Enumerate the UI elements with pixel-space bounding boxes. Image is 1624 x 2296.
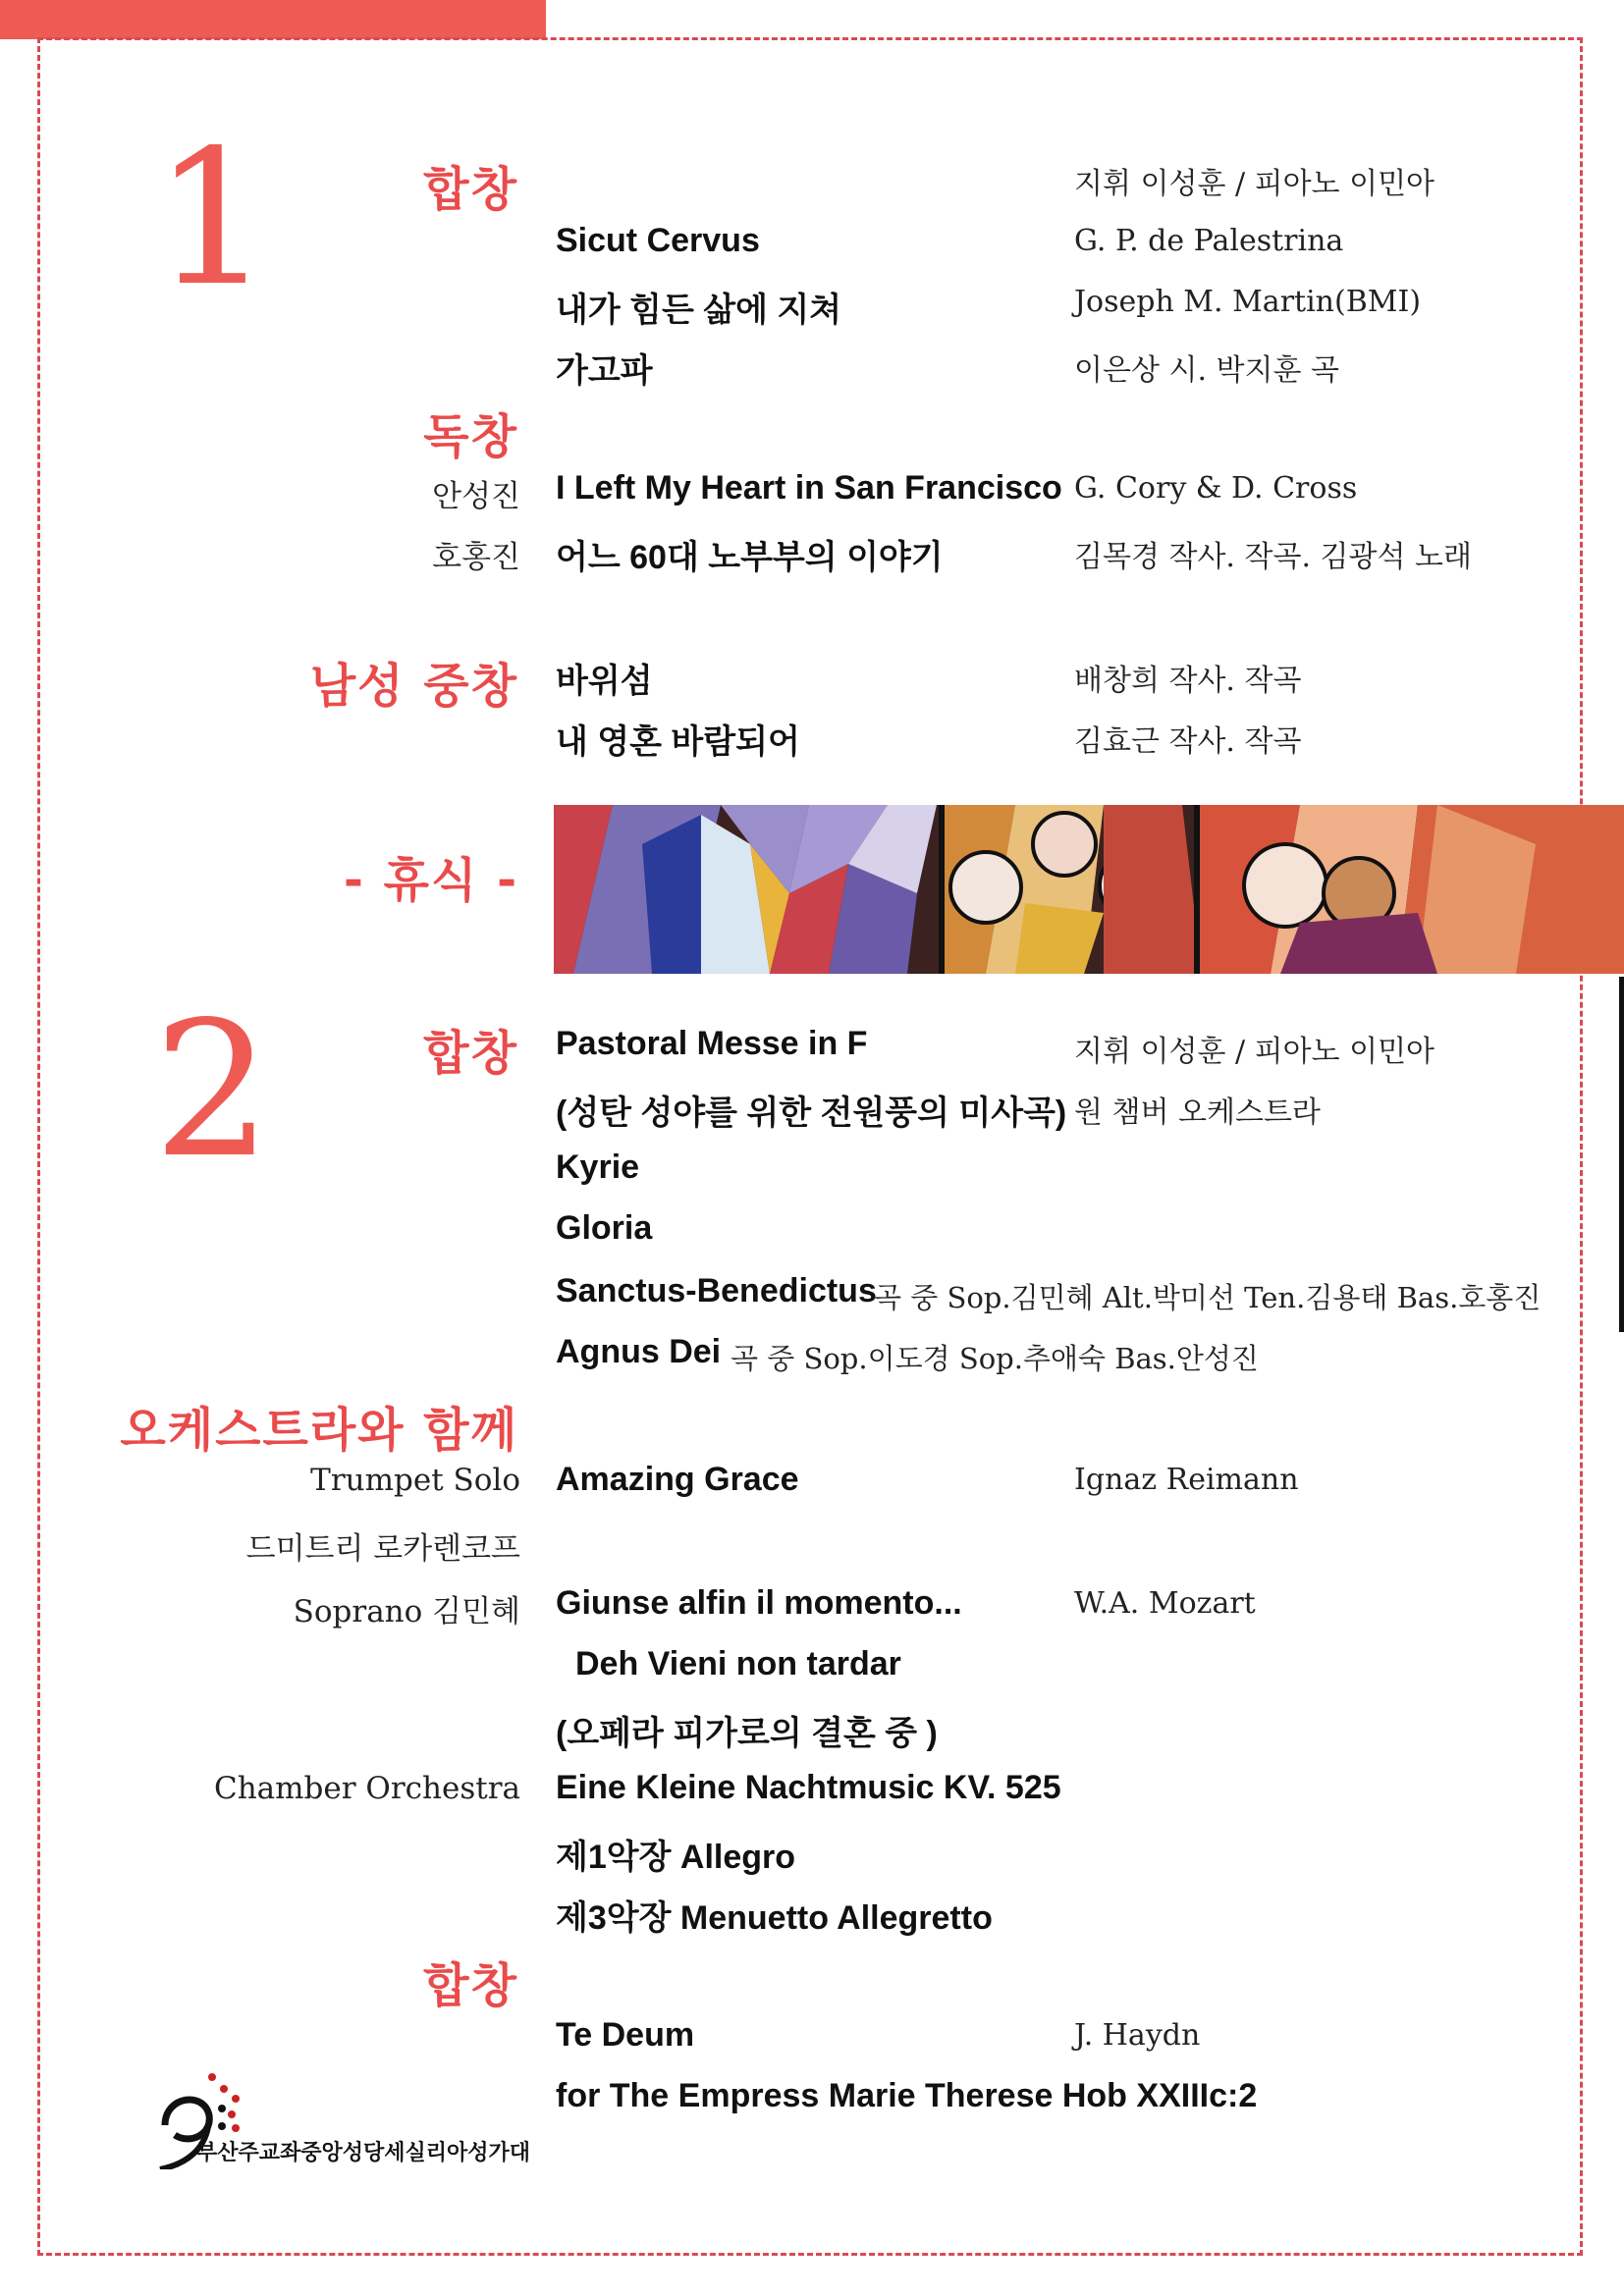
stained-glass-image [554,805,1624,974]
song-credit: Joseph M. Martin(BMI) [1074,285,1422,319]
chamber-label: Chamber Orchestra [214,1771,520,1806]
soprano-label: Soprano 김민혜 [293,1594,520,1629]
song-title: Eine Kleine Nachtmusic KV. 525 [556,1769,1061,1806]
song-credit: 김효근 작사. 작곡 [1074,724,1302,759]
part1-male-ensemble-heading: 남성 중창 [309,659,518,714]
song-title: 바위섬 [556,663,653,700]
stained-glass-art [554,805,1624,974]
song-credit: G. P. de Palestrina [1074,224,1344,258]
song-title: 내 영혼 바람되어 [556,723,800,761]
movement-title: 제1악장 Allegro [556,1839,796,1876]
trumpet-label: Trumpet Solo [310,1463,520,1498]
song-title: 내가 힘든 삶에 지쳐 [556,292,842,329]
movement-soloists: 곡 중 Sop.이도경 Sop.추애숙 Bas.안성진 [731,1342,1259,1375]
song-credit: 김목경 작사. 작곡. 김광석 노래 [1074,540,1472,574]
part2-choir-credit1: 지휘 이성훈 / 피아노 이민아 [1074,1035,1435,1069]
mass-title: Pastoral Messe in F [556,1025,868,1062]
top-accent-bar [0,0,546,39]
song-title: 어느 60대 노부부의 이야기 [556,539,944,576]
intermission-label: - 휴식 - [343,853,518,908]
song-title: Sicut Cervus [556,222,760,259]
part2-choir-credit2: 원 챔버 오케스트라 [1074,1095,1321,1130]
song-title: I Left My Heart in San Francisco [556,469,1062,507]
song-note: (오페라 피가로의 결혼 중 ) [556,1715,938,1752]
song-credit: 배창희 작사. 작곡 [1074,664,1302,698]
song-title: Amazing Grace [556,1461,799,1498]
mass-subtitle: (성탄 성야를 위한 전원풍의 미사곡) [556,1095,1067,1132]
song-credit: 이은상 시. 박지훈 곡 [1074,353,1339,388]
song-title: 가고파 [556,352,653,390]
song-title: Deh Vieni non tardar [575,1645,901,1682]
part1-number: 1 [153,110,272,327]
movement-title: Sanctus-Benedictus [556,1272,877,1309]
movement-title: Kyrie [556,1148,640,1186]
finale-heading: 합창 [423,1958,518,2013]
song-title: Giunse alfin il momento... [556,1584,962,1622]
movement-title: Agnus Dei [556,1333,722,1370]
performer-name: 안성진 [432,479,520,514]
choir-name: 부산주교좌중앙성당세실리아성가대 [196,2141,531,2165]
song-credit: G. Cory & D. Cross [1074,471,1358,506]
trumpet-performer: 드미트리 로카렌코프 [245,1531,520,1567]
right-edge-bar [1619,977,1624,1332]
part1-choir-credit: 지휘 이성훈 / 피아노 이민아 [1074,167,1435,201]
part2-choir-heading: 합창 [423,1026,518,1081]
orchestra-heading: 오케스트라와 함께 [120,1403,518,1458]
song-credit: Ignaz Reimann [1074,1463,1299,1497]
song-credit: J. Haydn [1074,2018,1201,2053]
part1-solo-heading: 독창 [423,409,518,464]
movement-soloists: 곡 중 Sop.김민혜 Alt.박미선 Ten.김용태 Bas.호홍진 [874,1281,1542,1314]
song-title: Te Deum [556,2016,695,2054]
part1-choir-heading: 합창 [423,162,518,217]
movement-title: 제3악장 Menuetto Allegretto [556,1899,993,1937]
part2-number: 2 [153,982,272,1199]
performer-name: 호홍진 [432,540,520,575]
song-credit: W.A. Mozart [1074,1586,1256,1621]
song-subtitle: for The Empress Marie Therese Hob XXIIIc:2 [556,2077,1258,2114]
movement-title: Gloria [556,1209,653,1247]
